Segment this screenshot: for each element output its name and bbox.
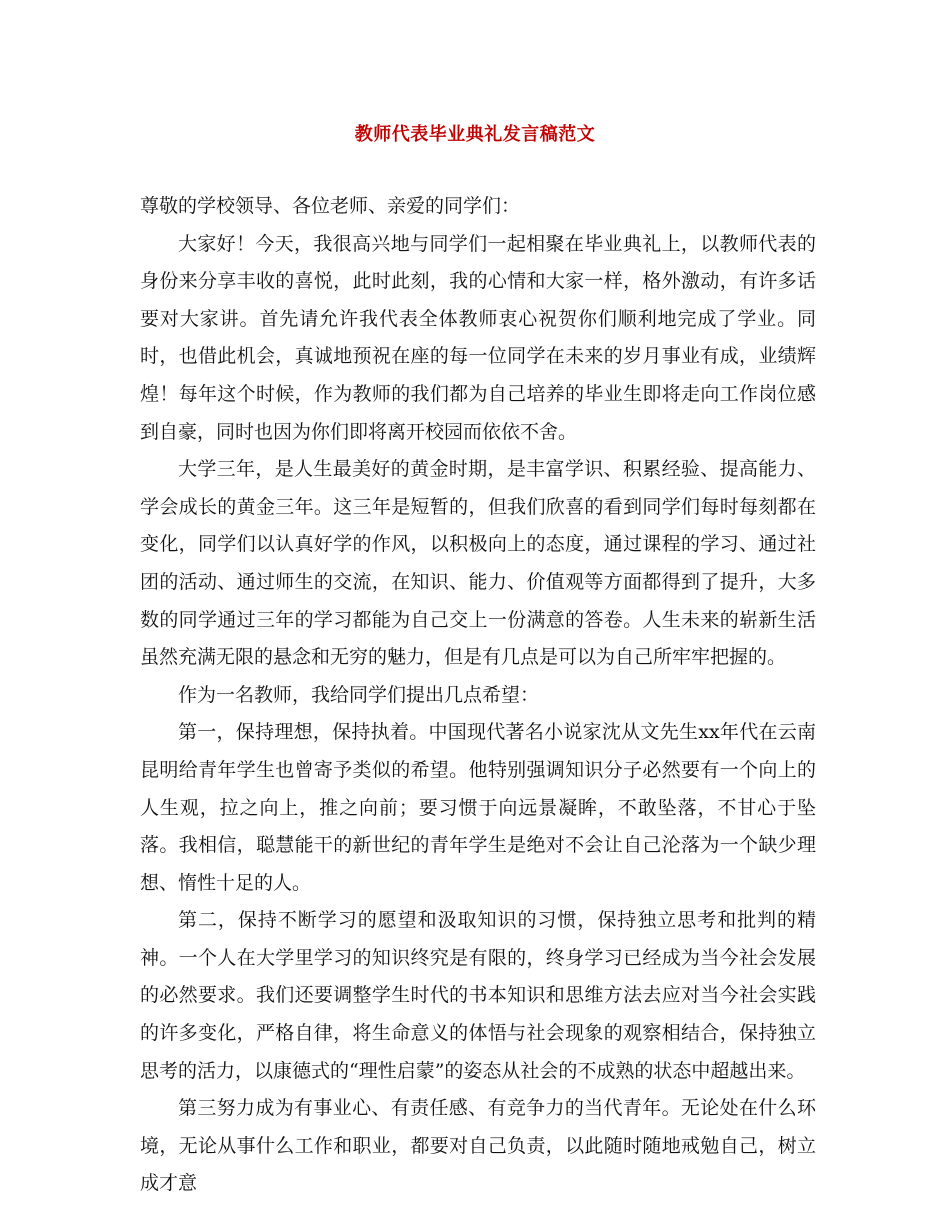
paragraph-2: 大学三年，是人生最美好的黄金时期，是丰富学识、积累经验、提高能力、学会成长的黄金三年。这三年是短暂的，但我们欣喜的看到同学们每时每刻都在变化，同学们以认真好学的作风，以积极向上的态度，通过课程的学习、通过社团的活动、通过师生的交流，在知识、能力、价值观等方面都得到了提升，大多数的同学通过三年的学习都能为自己交上一份满意的答卷。人生未来的崭新生活虽然充满无限的悬念和无穷的魅力，但是有几点是可以为自己所牢牢把握的。 xyxy=(140,458,816,669)
document-title: 教师代表毕业典礼发言稿范文 xyxy=(354,124,596,145)
paragraph-4: 第一，保持理想，保持执着。中国现代著名小说家沈从文先生xx年代在云南昆明给青年学生也曾寄予类似的希望。他特别强调知识分子必然要有一个向上的人生观，拉之向上，推之向前；要习惯于向远景凝眸，不敢坠落，不甘心于坠落。我相信，聪慧能干的新世纪的青年学生是绝对不会让自己沦落为一个缺少理想、惰性十足的人。 xyxy=(140,721,816,894)
paragraph-1: 大家好！今天，我很高兴地与同学们一起相聚在毕业典礼上，以教师代表的身份来分享丰收的喜悦，此时此刻，我的心情和大家一样，格外激动，有许多话要对大家讲。首先请允许我代表全体教师衷心祝贺你们顺利地完成了学业。同时，也借此机会，真诚地预祝在座的每一位同学在未来的岁月事业有成，业绩辉煌！每年这个时候，作为教师的我们都为自己培养的毕业生即将走向工作岗位感到自豪，同时也因为你们即将离开校园而依依不舍。 xyxy=(140,232,816,443)
salutation: 尊敬的学校领导、各位老师、亲爱的同学们： xyxy=(140,195,521,217)
document-body xyxy=(140,188,816,1203)
paragraph-3: 作为一名教师，我给同学们提出几点希望： xyxy=(178,683,540,706)
paragraph-5: 第二，保持不断学习的愿望和汲取知识的习惯，保持独立思考和批判的精神。一个人在大学里学习的知识终究是有限的，终身学习已经成为当今社会发展的必然要求。我们还要调整学生时代的书本知识和思维方法去应对当今社会实践的许多变化，严格自律，将生命意义的体悟与社会现象的观察相结合，保持独立思考的活力，以康德式的“理性启蒙”的姿态从社会的不成熟的状态中超越出来。 xyxy=(140,909,816,1082)
paragraph-6: 第三努力成为有事业心、有责任感、有竞争力的当代青年。无论处在什么环境，无论从事什么工作和职业，都要对自己负责，以此随时随地戒勉自己，树立成才意 xyxy=(140,1097,816,1195)
